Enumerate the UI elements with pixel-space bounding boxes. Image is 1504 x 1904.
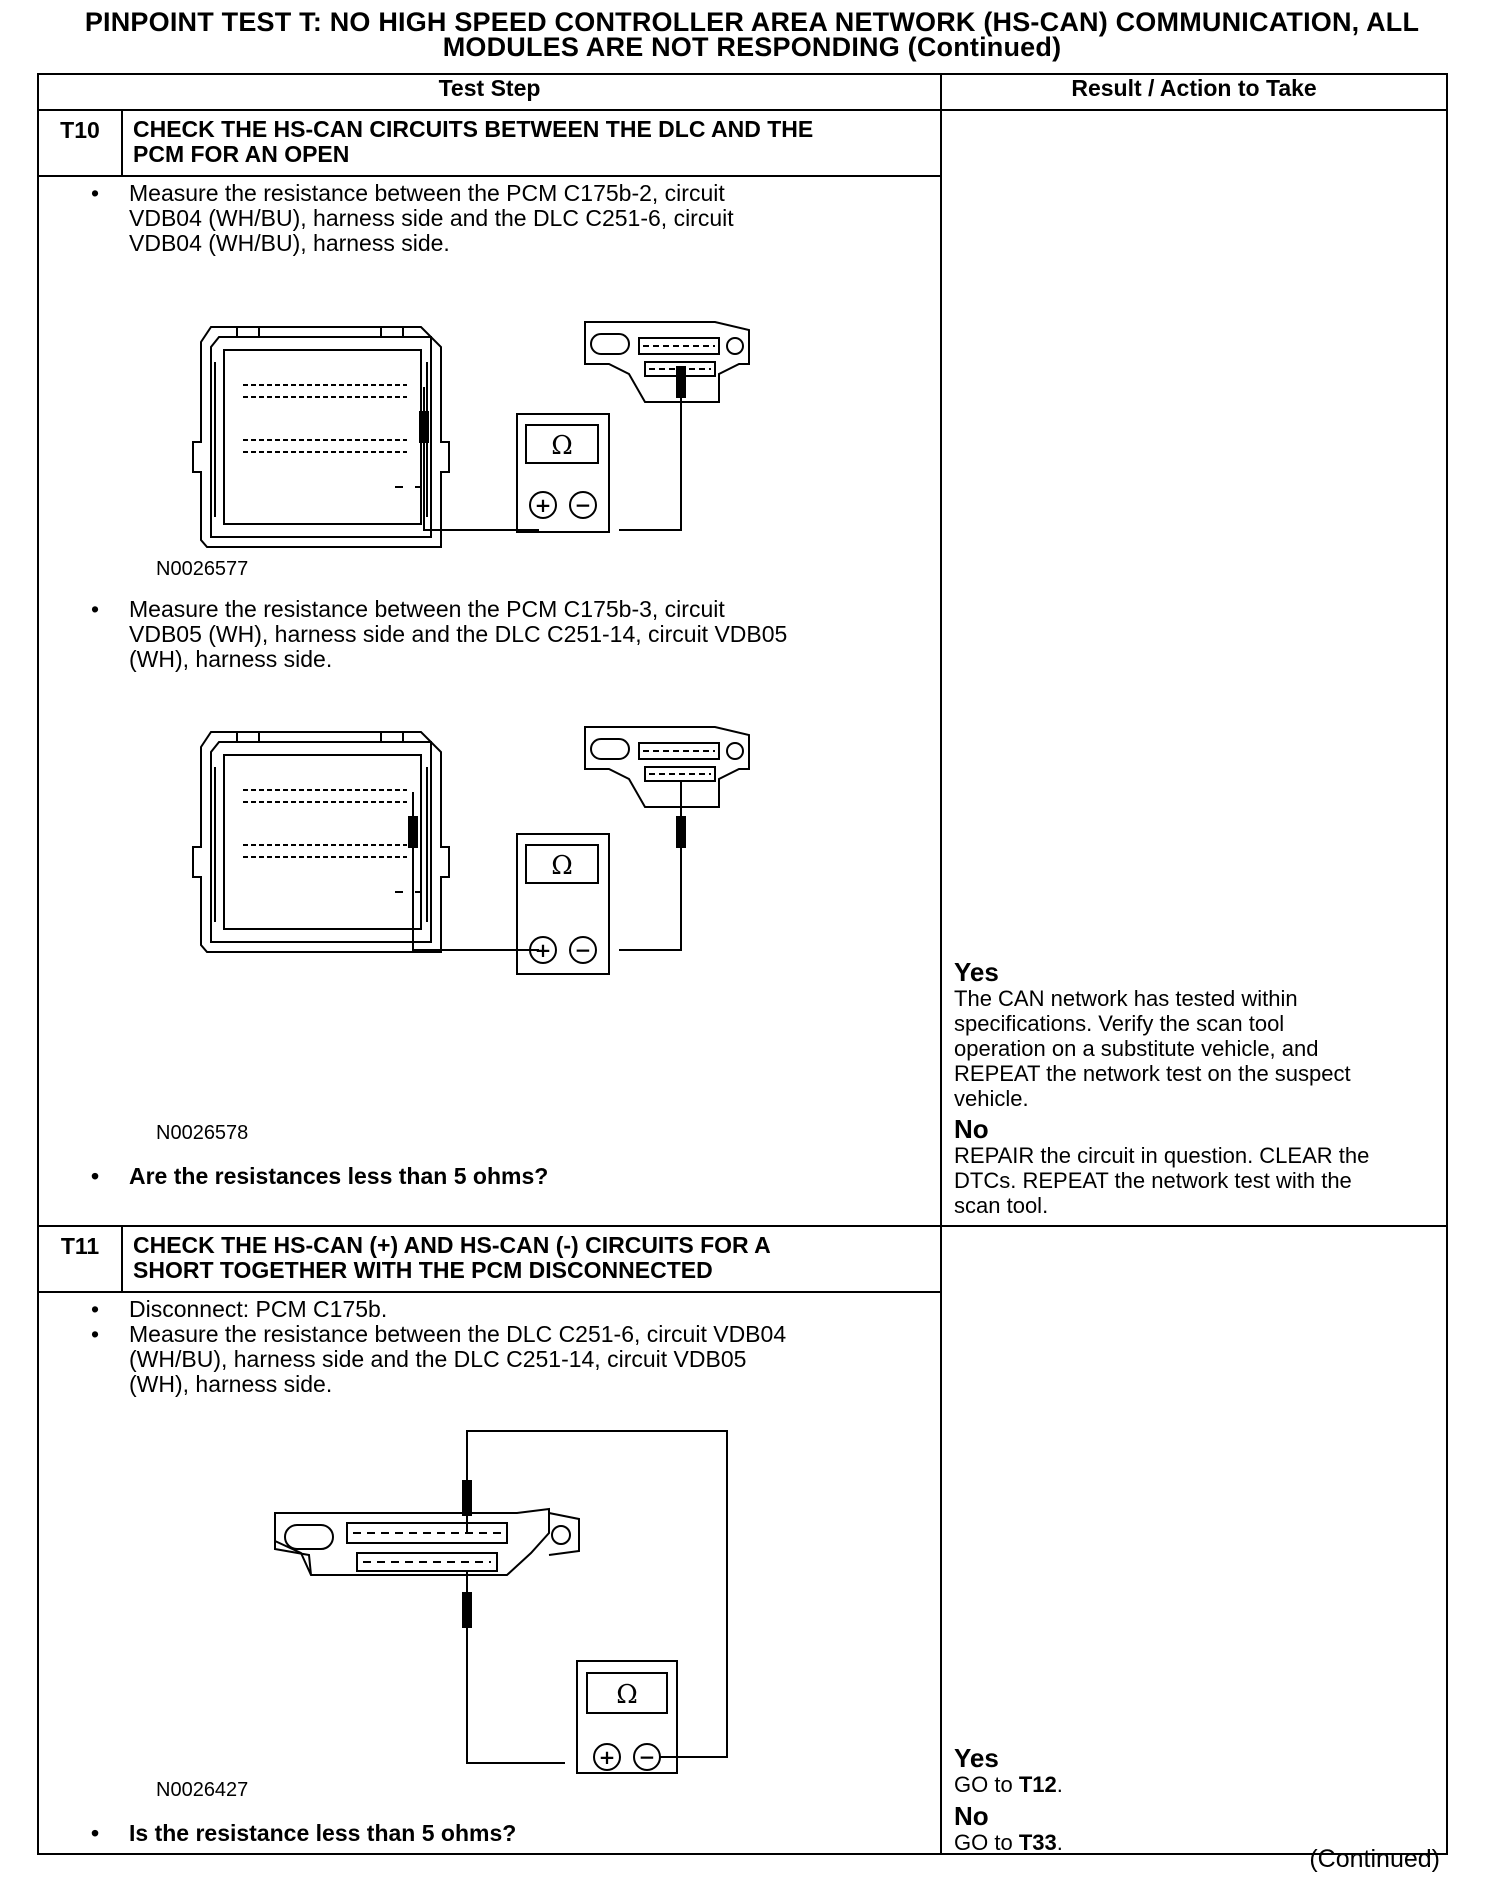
step-t10-number: T10 bbox=[38, 110, 122, 176]
step-t10-result-cell bbox=[941, 110, 1447, 1226]
pcm-probe bbox=[409, 817, 417, 847]
step-t11-yes-block bbox=[954, 1745, 1442, 1855]
plus-sign-icon: + bbox=[534, 493, 552, 517]
step-t11-question bbox=[91, 1820, 517, 1846]
no-prefix: GO to bbox=[954, 1830, 1019, 1855]
pcm-dlc-ohmmeter-diagram-1 bbox=[159, 302, 819, 582]
step-t10-title bbox=[122, 110, 941, 176]
step-t10-yes-label: Yes bbox=[954, 957, 999, 987]
bullet-text-line: Disconnect: PCM C175b. bbox=[129, 1296, 388, 1322]
step-t10-bullet1 bbox=[91, 180, 734, 256]
step-t11-number: T11 bbox=[38, 1226, 122, 1292]
page-title-line1: PINPOINT TEST T: NO HIGH SPEED CONTROLLER AREA NETWORK (HS-CAN) COMMUNICATION, ALL bbox=[84, 7, 1420, 37]
step-t11-body bbox=[38, 1292, 941, 1854]
lead-wire-minus bbox=[619, 847, 681, 950]
bullet-text-line: VDB04 (WH/BU), harness side. bbox=[129, 230, 450, 256]
step-t11-yes-label: Yes bbox=[954, 1743, 999, 1773]
header-test-step: Test Step bbox=[38, 74, 941, 110]
step-t11-result-cell bbox=[941, 1226, 1447, 1854]
yes-text-line: The CAN network has tested within bbox=[954, 986, 1298, 1011]
step-t10-yes-text bbox=[954, 986, 1442, 1111]
step-t11-no-label: No bbox=[954, 1801, 989, 1831]
step-t10-title-row bbox=[38, 110, 1447, 176]
yes-text-line: operation on a substitute vehicle, and bbox=[954, 1036, 1319, 1061]
bullet-text-line: Measure the resistance between the PCM C175b-2, circuit bbox=[129, 180, 725, 206]
step-t11-yes-text bbox=[954, 1772, 1442, 1797]
dlc-probe bbox=[677, 367, 685, 397]
ohm-symbol-icon: Ω bbox=[616, 1680, 638, 1710]
bullet-text-line: (WH), harness side. bbox=[129, 646, 333, 672]
step-t11-question-text: Is the resistance less than 5 ohms? bbox=[129, 1820, 517, 1846]
plus-sign-icon: + bbox=[598, 1745, 616, 1769]
yes-text-line: REPEAT the network test on the suspect bbox=[954, 1061, 1351, 1086]
header-result-action: Result / Action to Take bbox=[941, 74, 1447, 110]
pcm-dlc-ohmmeter-diagram-2 bbox=[159, 722, 819, 1002]
bullet-text-line: (WH), harness side. bbox=[129, 1371, 333, 1397]
step-t10-question bbox=[91, 1163, 549, 1189]
dlc-ohmmeter-diagram bbox=[219, 1423, 739, 1783]
step-t11-bullet2 bbox=[91, 1321, 787, 1397]
step-t11-title-line2: SHORT TOGETHER WITH THE PCM DISCONNECTED bbox=[133, 1257, 713, 1283]
step-t10-question-text: Are the resistances less than 5 ohms? bbox=[129, 1163, 549, 1189]
continued-label: (Continued) bbox=[1309, 1845, 1440, 1873]
yes-text-line: vehicle. bbox=[954, 1086, 1029, 1111]
pcm-connector-outline bbox=[193, 327, 449, 547]
bullet-text-line: VDB04 (WH/BU), harness side and the DLC C251-6, circuit bbox=[129, 205, 734, 231]
dlc-probe bbox=[677, 817, 685, 847]
minus-sign-icon: − bbox=[574, 938, 592, 962]
no-text-line: REPAIR the circuit in question. CLEAR the bbox=[954, 1143, 1370, 1168]
page-title-line2: MODULES ARE NOT RESPONDING (Continued) bbox=[442, 32, 1062, 62]
lead-wire-bottom bbox=[467, 1627, 565, 1763]
bullet-text-line: Measure the resistance between the PCM C175b-3, circuit bbox=[129, 596, 725, 622]
page-title bbox=[30, 7, 1474, 62]
ohm-symbol-icon: Ω bbox=[551, 851, 573, 881]
step-t11-title bbox=[122, 1226, 941, 1292]
step-t11-title-line1: CHECK THE HS-CAN (+) AND HS-CAN (-) CIRCUITS FOR A bbox=[133, 1232, 771, 1258]
step-t10-figure2-id: N0026578 bbox=[156, 1122, 249, 1144]
minus-sign-icon: − bbox=[574, 493, 592, 517]
yes-text-line: specifications. Verify the scan tool bbox=[954, 1011, 1285, 1036]
step-t11-title-row bbox=[38, 1226, 1447, 1292]
no-text-line: scan tool. bbox=[954, 1193, 1049, 1218]
bullet-text-line: VDB05 (WH), harness side and the DLC C251-14, circuit VDB05 bbox=[129, 621, 788, 647]
ohm-symbol-icon: Ω bbox=[551, 431, 573, 461]
yes-prefix: GO to bbox=[954, 1772, 1019, 1797]
no-text-line: DTCs. REPEAT the network test with the bbox=[954, 1168, 1352, 1193]
step-t10-bullet2 bbox=[91, 596, 788, 672]
no-suffix: . bbox=[1056, 1830, 1063, 1855]
step-t10-no-label: No bbox=[954, 1114, 989, 1144]
step-t10-body bbox=[38, 176, 941, 1226]
dlc-probe-bottom bbox=[463, 1593, 471, 1627]
step-t10-figure1-id: N0026577 bbox=[156, 558, 249, 580]
bullet-icon: • bbox=[91, 1163, 100, 1189]
dlc-probe-top bbox=[463, 1481, 471, 1515]
pcm-probe bbox=[420, 412, 428, 442]
goto-t12-link[interactable]: T12 bbox=[1018, 1772, 1057, 1797]
bullet-icon: • bbox=[91, 1296, 100, 1322]
step-t11-figure-id: N0026427 bbox=[156, 1779, 249, 1801]
bullet-icon: • bbox=[91, 1820, 100, 1846]
step-t10-title-line1: CHECK THE HS-CAN CIRCUITS BETWEEN THE DLC AND THE bbox=[133, 116, 814, 142]
step-t10-title-line2: PCM FOR AN OPEN bbox=[133, 141, 350, 167]
lead-wire-top bbox=[467, 1431, 727, 1661]
bullet-icon: • bbox=[91, 180, 100, 206]
step-t10-yes-block bbox=[954, 959, 1442, 1218]
plus-sign-icon: + bbox=[534, 938, 552, 962]
bullet-text-line: (WH/BU), harness side and the DLC C251-14, circuit VDB05 bbox=[129, 1346, 747, 1372]
table-header-row bbox=[38, 74, 1447, 110]
minus-sign-icon: − bbox=[638, 1745, 656, 1769]
step-t10-no-text bbox=[954, 1143, 1442, 1218]
bullet-text-line: Measure the resistance between the DLC C251-6, circuit VDB04 bbox=[129, 1321, 787, 1347]
lead-wire-minus bbox=[619, 397, 681, 530]
goto-t33-link[interactable]: T33 bbox=[1018, 1830, 1057, 1855]
bullet-icon: • bbox=[91, 1321, 100, 1347]
bullet-icon: • bbox=[91, 596, 100, 622]
yes-suffix: . bbox=[1056, 1772, 1063, 1797]
pinpoint-test-table bbox=[37, 73, 1448, 1855]
step-t11-bullet1 bbox=[91, 1296, 388, 1322]
